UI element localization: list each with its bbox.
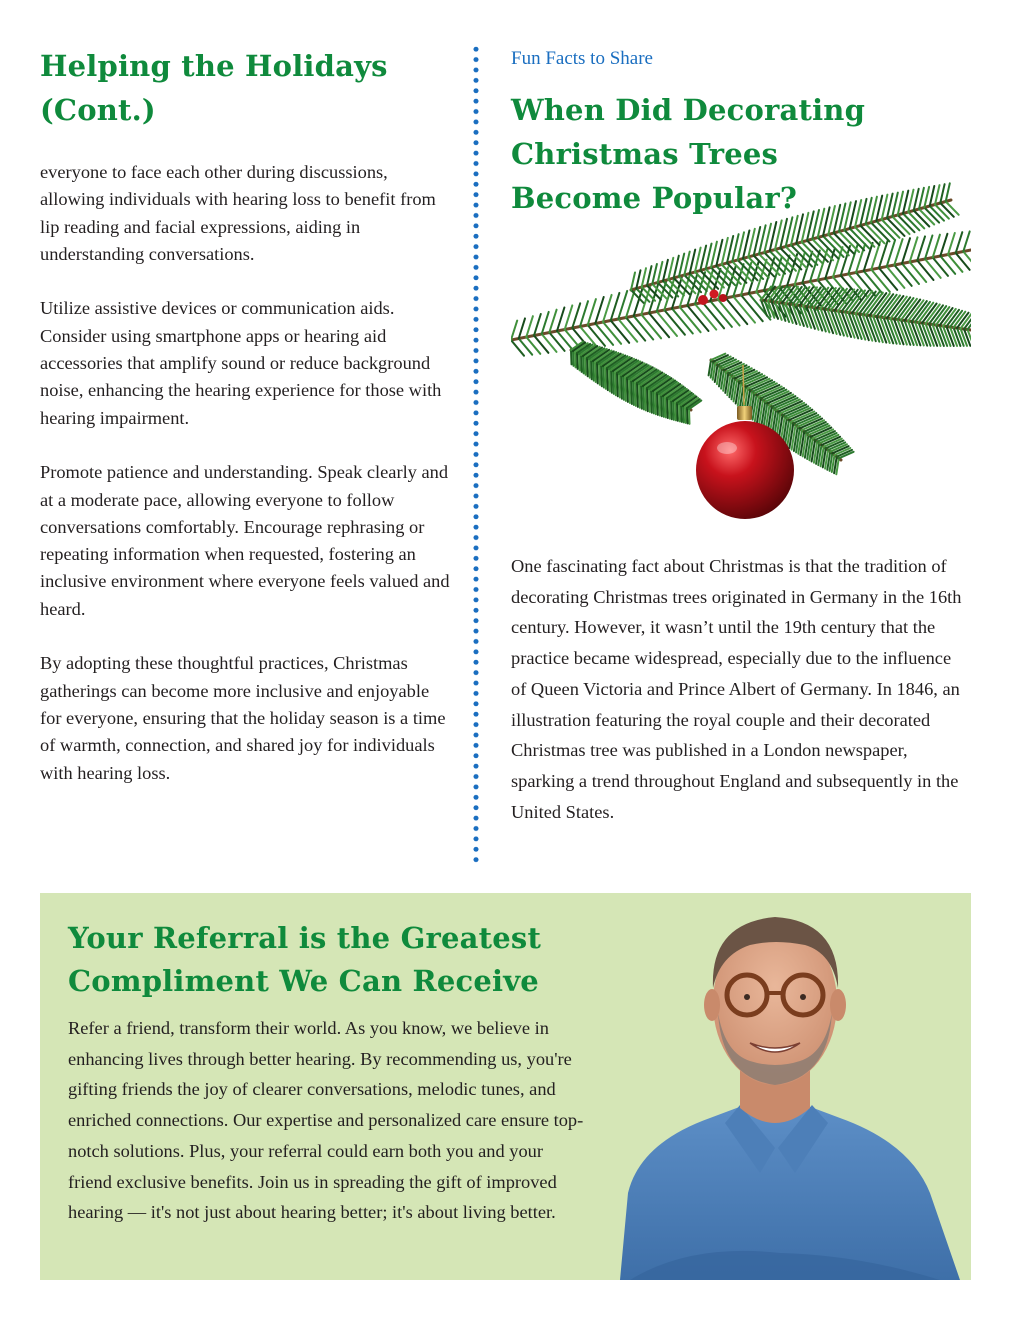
berry [698,295,708,305]
left-column [40,44,450,814]
fun-fact-heading: When Did Decorating Christmas Trees Become Popular? [511,93,866,215]
ornament-string [743,365,744,405]
fun-facts-kicker: Fun Facts to Share [511,48,653,69]
referral-panel [40,893,971,1280]
left-paragraph-1: everyone to face each other during discussions, allowing individuals with hearing loss to benefit from lip reading and facial expressions, aiding in understanding conversations. [40,162,436,264]
left-paragraph-2: Utilize assistive devices or communication aids. Consider using smartphone apps or hearing aid accessories that amplify sound or reduce background noise, enhancing the hearing experience for those with hearing impairment. [40,298,442,428]
ornament-cap [737,406,752,420]
berry [719,294,727,302]
left-body [40,159,450,787]
fun-fact-body: One fascinating fact about Christmas is that the tradition of decorating Christmas trees originated in Germany in the 16th century. However, it wasn’t until the 19th century that the practice became widespread, especially due to the influence of Queen Victoria and Prince Albert of Germany. In 1846, an illustration featuring the royal couple and their decorated Christmas tree was published in a London newspaper, sparking a trend throughout England and subsequently in the United States. [511,556,962,822]
left-paragraph-4: By adopting these thoughtful practices, Christmas gatherings can become more inclusive and enjoyable for everyone, ensuring that the holiday season is a time of warmth, connection, and shared joy for individuals with hearing loss. [40,653,446,783]
referral-heading: Your Referral is the Greatest Compliment We Can Receive [68,921,542,998]
left-paragraph-3: Promote patience and understanding. Speak clearly and at a moderate pace, allowing everyone to follow conversations comfortably. Encourage rephrasing or repeating information when requested, fostering an inclusive environment where everyone feels valued and heard. [40,462,450,619]
ornament-ball [696,421,794,519]
ornament-highlight [717,442,737,454]
referral-body: Refer a friend, transform their world. As you know, we believe in enhancing lives through better hearing. By recommending us, you're gifting friends the joy of clearer conversations, melodic tunes, and enriched connections. Our expertise and personalized care ensure top-notch solutions. Plus, your referral could earn both you and your friend exclusive benefits. Join us in spreading the gift of improved hearing — it's not just about hearing better; it's about living better. [68,1018,584,1223]
left-heading: Helping the Holidays (Cont.) [40,49,388,127]
berry [710,290,719,299]
christmas-branch-ornament-image [511,160,971,530]
dotted-column-divider [473,44,479,866]
smiling-man-photo [600,893,971,1280]
